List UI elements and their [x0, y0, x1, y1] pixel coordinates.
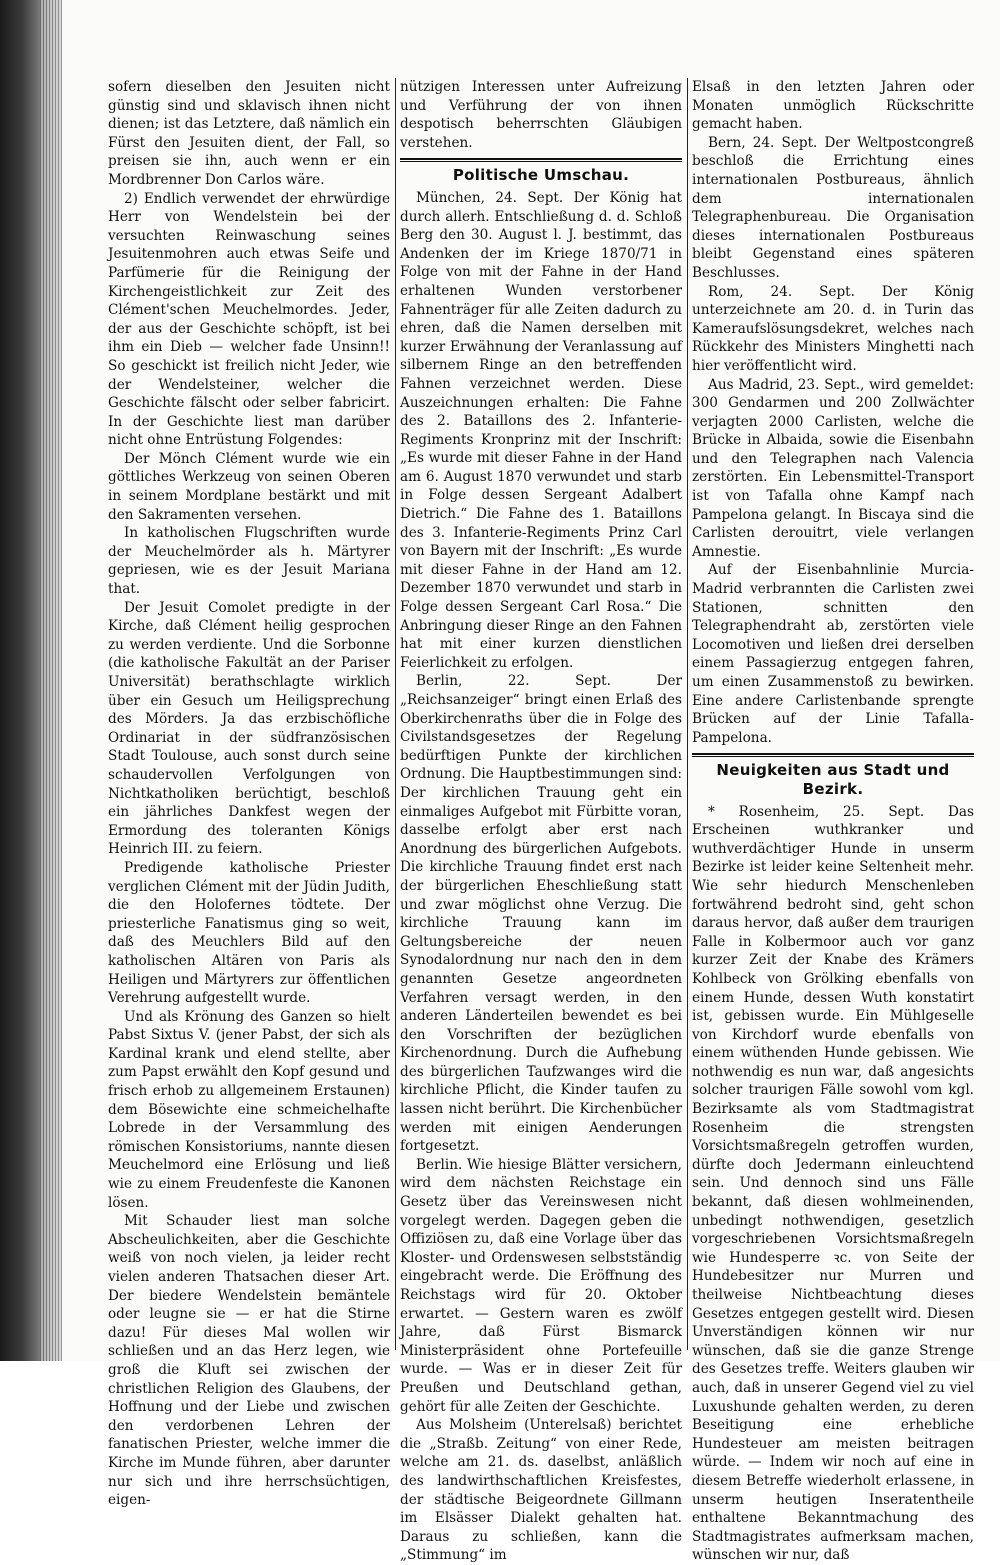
page-edges-stack	[40, 0, 62, 1361]
news-item-madrid: Aus Madrid, 23. Sept., wird gemeldet: 300 Gendarmen und 200 Zollwächter verjagten 2000 Carlisten, welche die Brücke in Albaida, sowie die Eisenbahn und den Telegraphen nach Valencia zerstörten. Ein Lebensmittel-Transport ist von Tafalla ohne Kampf nach Pampelona gelangt. In Biscaya sind die Carlisten derouitrt, viele verlangen Amnestie.	[692, 376, 974, 560]
section-divider	[400, 158, 682, 162]
col1-paragraph: Und als Krönung des Ganzen so hielt Pabst Sixtus V. (jener Pabst, der sich als Kardinal krank und elend stellte, aber zum Papst erwählt den Kopf gesund und frisch erhob zu allgemeinem Erstaunen) dem Bösewichte eine schmeichelhafte Lobrede in der Versammlung des römischen Konsistoriums, nannte diesen Meuchelmord eine Erlösung und ließ wie zu einem Freudenfeste die Kanonen lösen.	[108, 1008, 390, 1211]
news-item-rosenheim: * Rosenheim, 25. Sept. Das Erscheinen wuthkranker und wuthverdächtiger Hunde in unserm Bezirke ist leider keine Seltenheit mehr. Wie sehr hiedurch Menschenleben fortwährend bedroht sind, geht schon daraus hervor, daß außer dem traurigen Falle in Kolbermoor auch vor ganz kurzer Zeit der Knabe des Krämers Kohlbeck von Grölking ebenfalls von einem Hunde, dessen Wuth konstatirt ist, gebissen wurde. Ein Mühlgeselle von Kirchdorf wurde ebenfalls von einem wüthenden Hunde gebissen. Wie nothwendig es nun war, daß angesichts solcher traurigen Fälle sowohl vom kgl. Bezirksamte als vom Stadtmagistrat Rosenheim die strengsten Vorsichtsmaßregeln getroffen wurden, dürfte doch Jedermann einleuchtend sein. Und dennoch sind uns Fälle bekannt, daß diesen wohlmeinenden, unbedingt nothwendigen, gesetzlich vorgeschriebenen Vorsichtsmaßregeln wie Hundesperre ꝛc. von Seite der Hundebesitzer nur Murren und theilweise Nichtbeachtung dieses Gesetzes entgegen gestellt wird. Diesen Unverständigen können wir nur wünschen, daß sie die ganze Strenge des Gesetzes treffe. Weiters glauben wir auch, daß in unserer Gegend viel zu viel Luxushunde gehalten werden, zu deren Beseitigung eine erhebliche Hundesteuer am meisten beitragen würde. — Indem wir noch auf eine in diesem Betreffe wiederholt erlassene, in unserm heutigen Inseratentheile enthaltene Bekanntmachung des Stadtmagistrates aufmerksam machen, wünschen wir nur, daß	[692, 803, 974, 1564]
column-rule-2	[687, 78, 688, 1350]
column-2	[400, 78, 682, 1564]
col1-paragraph: 2) Endlich verwendet der ehrwürdige Herr von Wendelstein bei der versuchten Reinwaschung seines Jesuitenmohren auch etwas Seife und Parfümerie für die Reinigung der Kirchengeistlichkeit zur Zeit des Clément'schen Meuchelmordes. Jeder, der aus der Geschichte schöpft, ist bei ihm ein Dieb — welcher fade Unsinn!! So geschickt ist freilich nicht Jeder, wie der Wendelsteiner, welcher die Geschichte fälscht oder selber fabricirt. In der Geschichte liest man darüber nicht ohne Entrüstung Folgendes:	[108, 190, 390, 449]
news-item-elsass-cont: Elsaß in den letzten Jahren oder Monaten unmöglich Rückschritte gemacht haben.	[692, 79, 974, 133]
section-divider	[692, 753, 974, 757]
col1-paragraph: In katholischen Flugschriften wurde der Meuchelmörder als h. Märtyrer gepriesen, wie es der Jesuit Mariana that.	[108, 525, 390, 598]
news-item-bern: Bern, 24. Sept. Der Weltpostcongreß beschloß die Errichtung eines internationalen Postbureaus, ähnlich dem internationalen Telegraphenbureau. Die Organisation dieses internationalen Postbureaus bleibt Gegenstand eines späteren Beschlusses.	[692, 134, 974, 281]
news-item-berlin: Berlin. Wie hiesige Blätter versichern, wird dem nächsten Reichstage ein Gesetz über das Vereinswesen nicht vorgelegt werden. Dagegen geben die Offiziösen zu, daß eine Vorlage über das Kloster- und Ordenswesen selbstständig eingebracht werde. Die Eröffnung des Reichstags wird für 20. Oktober erwartet. — Gestern waren es zwölf Jahre, daß Fürst Bismarck Ministerpräsident ohne Portefeuille wurde. — Was er in dieser Zeit für Preußen und Deutschland gethan, gehört für alle Zeiten der Geschichte.	[400, 1156, 682, 1415]
col1-paragraph: Der Mönch Clément wurde wie ein göttliches Werkzeug von seinen Oberen in seinem Mordplane bestärkt und mit den Sakramenten versehen.	[108, 450, 390, 523]
news-item-molsheim: Aus Molsheim (Unterelsaß) berichtet die „Straßb. Zeitung“ von einer Rede, welche am 21. ds. daselbst, anläßlich des landwirthschaftlichen Kreisfestes, der städtische Beigeordnete Gillmann im Elsässer Dialekt gehalten hat. Daraus zu schließen, kann die „Stimmung“ im	[400, 1417, 682, 1564]
news-item-berlin-22: Berlin, 22. Sept. Der „Reichsanzeiger“ bringt einen Erlaß des Oberkirchenraths über die in Folge des Civilstandsgesetzes der Regelung bedürftigen Punkte der kirchlichen Ordnung. Die Hauptbestimmungen sind: Der kirchlichen Trauung geht ein einmaliges Aufgebot mit Fürbitte voran, dasselbe erfolgt aber erst nach Anordnung des bürgerlichen Aufgebots. Die kirchliche Trauung findet erst nach der bürgerlichen Eheschließung statt und zwar möglichst ohne Verzug. Die kirchliche Trauung kann im Geltungsbereiche der neuen Synodalordnung nur nach den in dem genannten Gesetze angeordneten Verfahren versagt werden, in den anderen Länderteilen bewendet es bei den Vorschriften der bezüglichen Kirchenordnung. Durch die Aufhebung des bürgerlichen Taufzwanges wird die kirchliche Pflicht, die Kinder taufen zu lassen nicht berührt. Die Kirchenbücher werden mit einigen Aenderungen fortgesetzt.	[400, 673, 682, 1155]
news-item-muenchen: München, 24. Sept. Der König hat durch allerh. Entschließung d. d. Schloß Berg den 30. August l. J. bestimmt, das Andenken der im Kriege 1870/71 in Folge von mit der Fahne in der Hand erhaltenen Wunden verstorbener Fahnenträger für alle Zeiten dadurch zu ehren, daß die Namen derselben mit kurzer Erwähnung der Veranlassung auf silbernem Ringe an den betreffenden Fahnen verzeichnet werden. Diese Auszeichnungen erhalten: Die Fahne des 2. Bataillons des 2. Infanterie-Regiments Kronprinz mit der Inschrift: „Es wurde mit dieser Fahne in der Hand am 6. August 1870 verwundet und starb in Folge dessen Sergeant Adalbert Dietrich.“ Die Fahne des 1. Bataillons des 3. Infanterie-Regiments Prinz Carl von Bayern mit der Inschrift: „Es wurde mit dieser Fahne in der Hand am 12. Dezember 1870 verwundet und starb in Folge dessen Sergeant Carl Rosa.“ Die Anbringung dieser Ringe an den Fahnen hat mit einer kurzen dienstlichen Feierlichkeit zu erfolgen.	[400, 189, 682, 671]
news-item-rom: Rom, 24. Sept. Der König unterzeichnete am 20. d. in Turin das Kameraufslösungsdekret, welches nach Rückkehr des Ministers Minghetti nach hier veröffentlicht wird.	[692, 283, 974, 374]
section-heading-politische-umschau: Politische Umschau.	[452, 166, 630, 185]
column-1	[108, 78, 390, 1509]
column-rule-1	[395, 78, 396, 1350]
col2-lead-paragraph: nützigen Interessen unter Aufreizung und Verführung der von ihnen despotisch beherrschten Gläubigen verstehen.	[400, 79, 682, 151]
col1-paragraph: Predigende katholische Priester verglichen Clément mit der Jüdin Judith, die den Holofernes tödtete. Der priesterliche Fanatismus ging so weit, daß des Meuchlers Bild auf den katholischen Altären von Paris als Heiligen und Märtyrers zur öffentlichen Verehrung aufgestellt wurde.	[108, 859, 390, 1007]
col1-paragraph: sofern dieselben den Jesuiten nicht günstig sind und sklavisch ihnen nicht dienen; ist das Letztere, daß nämlich ein Fürst den Jesuiten dient, der Fall, so preisen sie ihn, auch wenn er ein Mordbrenner Don Carlos wäre.	[108, 79, 390, 188]
news-item-murcia: Auf der Eisenbahnlinie Murcia-Madrid verbrannten die Carlisten zwei Stationen, schnitten den Telegraphendraht ab, zerstörten viele Locomotiven und ließen drei derselben einem Passagierzug entgegen fahren, um einen Zusammenstoß zu bewirken. Eine andere Carlistenbande sprengte Brücken auf der Linie Tafalla-Pampelona.	[692, 562, 974, 746]
col1-paragraph: Mit Schauder liest man solche Abscheulichkeiten, aber die Geschichte weiß von noch vielen, ja leider recht vielen anderen Thatsachen dieser Art. Der biedere Wendelstein bemäntele oder leugne sie — er hat die Stirne dazu! Für dieses Mal wollen wir schließen und an das Herz legen, wie groß die Kluft sei zwischen der christlichen Religion des Glaubens, der Hoffnung und der Liebe und zwischen den verdorbenen Lehren der fanatischen Priester, welche immer die Kirche im Munde führen, aber darunter nur sich und ihre herrschsüchtigen, eigen-	[108, 1213, 390, 1509]
col1-paragraph: Der Jesuit Comolet predigte in der Kirche, daß Clément heilig gesprochen zu werden verdiente. Und die Sorbonne (die katholische Fakultät an der Pariser Universität) berathschlagte wirklich über ein Gesuch um Heiligsprechung des Mörders. Ja das erzbischöfliche Ordinariat in der südfranzösischen Stadt Toulouse, auch sonst durch seine schaudervollen Verfolgungen von Nichtkatholiken berüchtigt, beschloß ein jährliches Dankfest wegen der Ermordung des toleranten Königs Heinrich III. zu feiern.	[108, 599, 390, 858]
section-heading-neuigkeiten: Neuigkeiten aus Stadt und Bezirk.	[716, 761, 950, 798]
column-3	[692, 78, 974, 1564]
